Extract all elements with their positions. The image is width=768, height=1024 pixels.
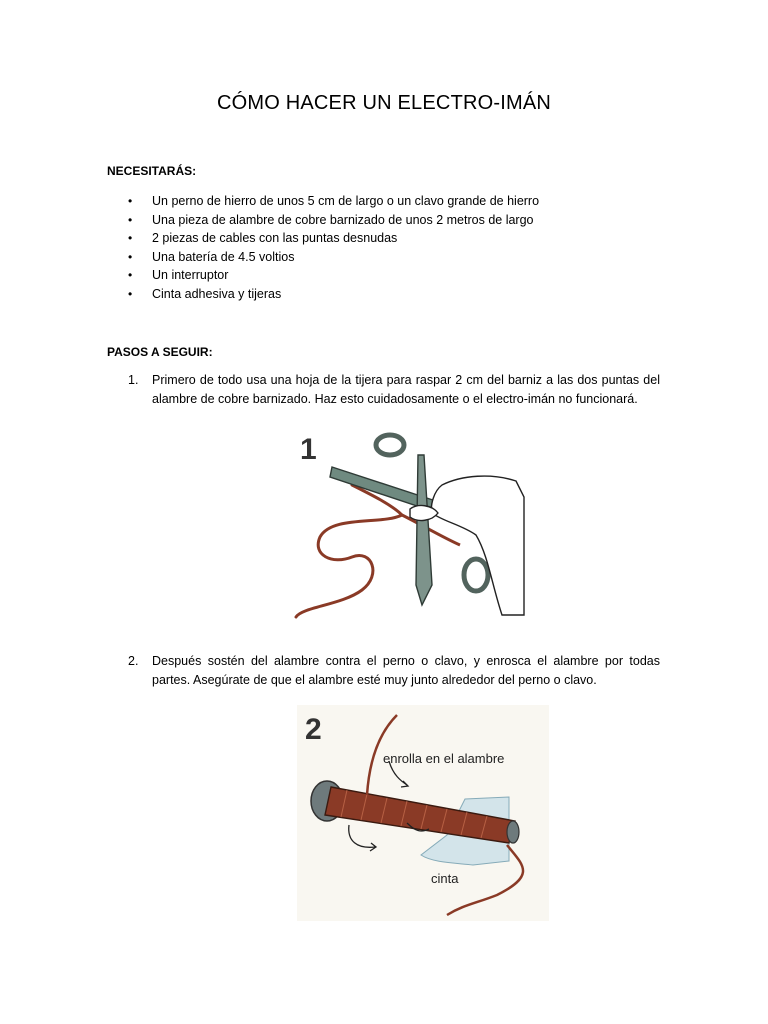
figure-number-label: 1 xyxy=(300,433,317,466)
materials-list xyxy=(128,192,539,304)
list-item-text: Un interruptor xyxy=(152,268,229,283)
steps-heading: PASOS A SEGUIR: xyxy=(107,345,213,359)
list-item-text: Una batería de 4.5 voltios xyxy=(152,249,295,264)
step-1 xyxy=(128,371,660,409)
hand xyxy=(431,476,524,615)
bullet-icon: • xyxy=(128,249,133,264)
callout-wrap-wire: enrolla en el alambre xyxy=(383,751,505,766)
list-item-text: 2 piezas de cables con las puntas desnudas xyxy=(152,231,398,246)
step-2 xyxy=(128,652,660,690)
figure-number-label: 2 xyxy=(305,713,322,746)
page-title: CÓMO HACER UN ELECTRO-IMÁN xyxy=(216,92,552,114)
list-item xyxy=(128,266,539,285)
bolt-tip xyxy=(507,821,519,843)
step-2-illustration xyxy=(297,705,549,921)
list-item-text: Cinta adhesiva y tijeras xyxy=(152,286,282,301)
step-1-illustration xyxy=(292,425,526,623)
step-number: 2. xyxy=(128,654,139,668)
step-number: 1. xyxy=(128,373,139,387)
scissor-handle xyxy=(376,435,404,455)
bullet-icon: • xyxy=(128,286,133,301)
bullet-icon: • xyxy=(128,212,133,227)
list-item xyxy=(128,192,539,211)
bullet-icon: • xyxy=(128,194,133,208)
materials-heading: NECESITARÁS: xyxy=(107,164,197,178)
step-text: Después sostén del alambre contra el perno o clavo, y enrosca el alambre por todas partes. Asegúrate de que el alambre esté muy junto alrededor del perno o clavo. xyxy=(152,654,660,687)
scissors-scraping-wire-illustration-icon xyxy=(292,425,526,623)
wire-wrapped-bolt-illustration-icon xyxy=(297,705,549,921)
list-item xyxy=(128,211,539,230)
copper-wire xyxy=(296,485,402,617)
scissor-handle-lower xyxy=(464,559,488,591)
callout-tape: cinta xyxy=(431,871,459,886)
step-text: Primero de todo usa una hoja de la tijera para raspar 2 cm del barniz a las dos puntas del alambre de cobre barnizado. Haz esto cuidadosamente o el electro-imán no funcionará. xyxy=(152,373,660,406)
list-item xyxy=(128,248,539,267)
rotation-arrow xyxy=(349,825,375,847)
list-item-text: Una pieza de alambre de cobre barnizado de unos 2 metros de largo xyxy=(152,212,534,227)
list-item xyxy=(128,229,539,248)
bullet-icon: • xyxy=(128,268,133,283)
list-item xyxy=(128,285,539,304)
bullet-icon: • xyxy=(128,231,133,246)
list-item-text: Un perno de hierro de unos 5 cm de largo o un clavo grande de hierro xyxy=(152,194,540,208)
